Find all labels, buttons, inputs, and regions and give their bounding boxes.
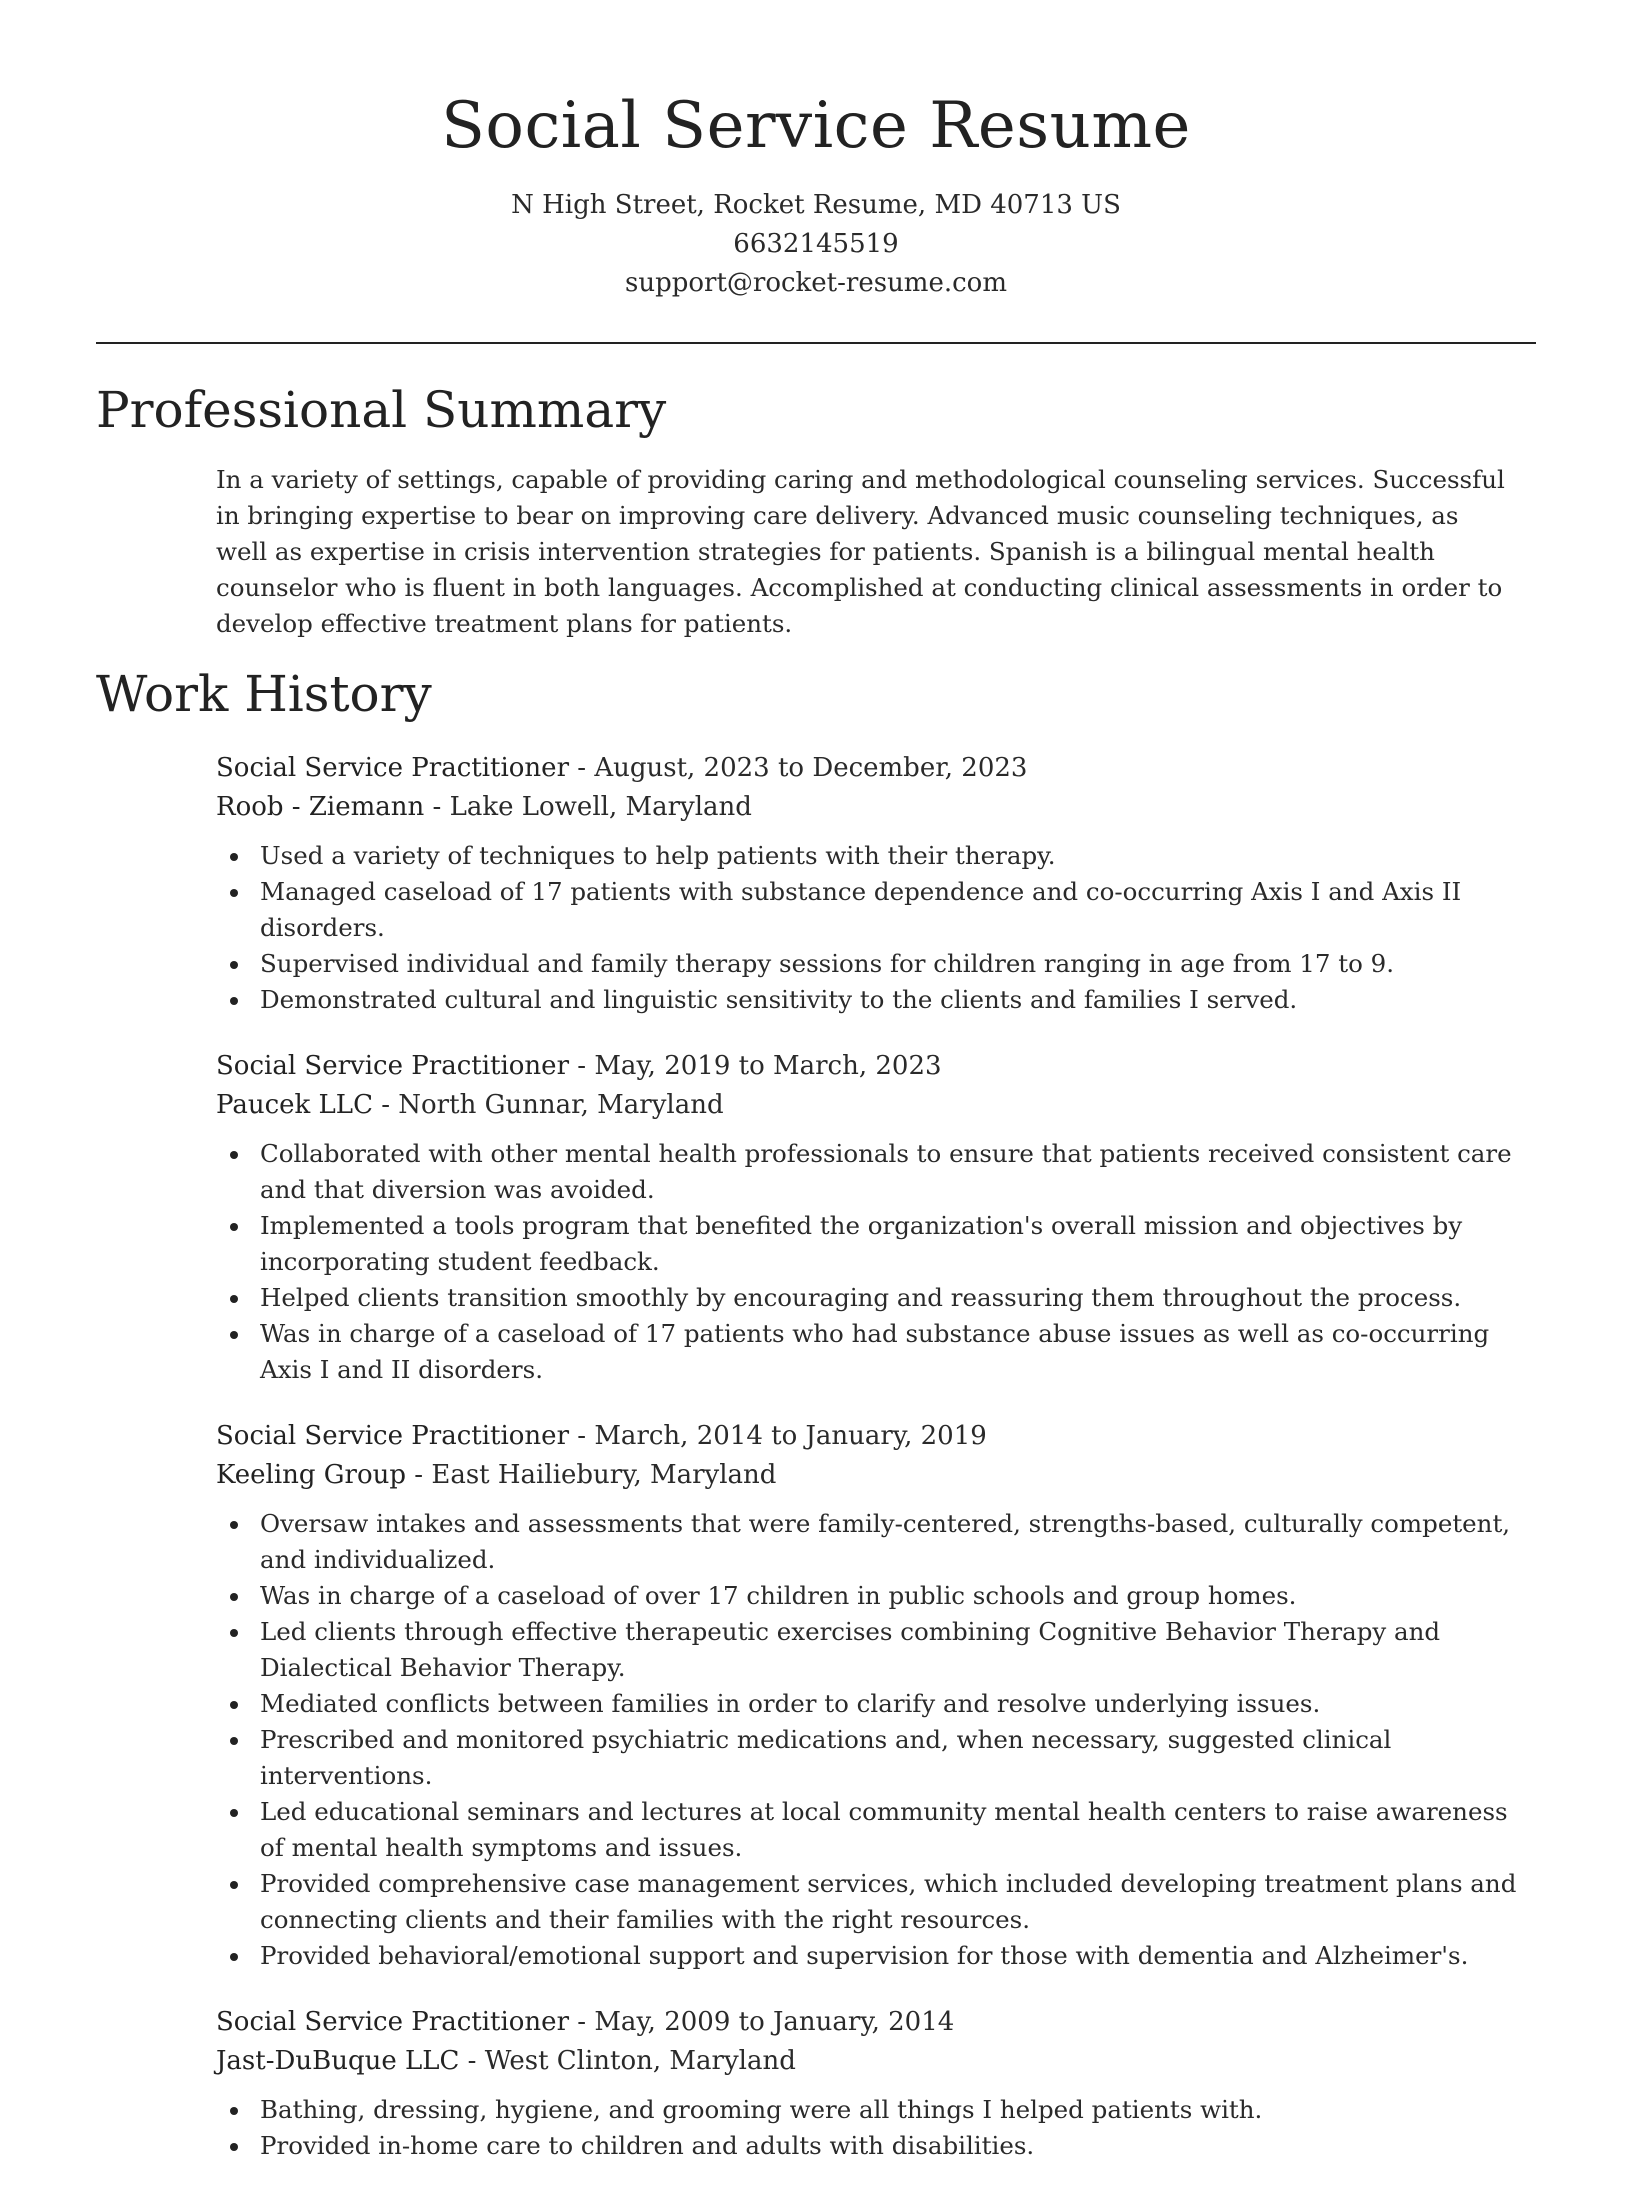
job-bullet: Managed caseload of 17 patients with substance dependence and co-occurring Axis I and Axis II disorders. bbox=[216, 874, 1536, 946]
contact-block bbox=[0, 186, 1632, 303]
job-bullet: Used a variety of techniques to help patients with their therapy. bbox=[216, 838, 1536, 874]
job-location: - North Gunnar, Maryland bbox=[372, 1090, 724, 1120]
summary-text: In a variety of settings, capable of providing caring and methodological counseling services. Successful in bringing expertise to bear on improving care delivery. Advanced music counseling techniques, as well as expertise in crisis intervention strategies for patients. Spanish is a bilingual mental health counselor who is fluent in both languages. Accomplished at conducting clinical assessments in order to develop effective treatment plans for patients. bbox=[216, 465, 1505, 638]
header-divider bbox=[96, 342, 1536, 344]
job-bullet: Bathing, dressing, hygiene, and grooming were all things I helped patients with. bbox=[216, 2092, 1536, 2128]
contact-phone: 6632145519 bbox=[733, 229, 899, 259]
job-title-line bbox=[216, 1416, 1536, 1456]
job-dates: - March, 2014 to January, 2019 bbox=[569, 1421, 987, 1451]
job-bullet: Helped clients transition smoothly by encouraging and reassuring them throughout the process. bbox=[216, 1280, 1536, 1316]
job-location: - Lake Lowell, Maryland bbox=[424, 792, 752, 822]
job-bullet: Provided comprehensive case management services, which included developing treatment plans and connecting clients and their families with the right resources. bbox=[216, 1866, 1536, 1938]
job-entry bbox=[216, 1046, 1536, 1388]
job-dates: - May, 2009 to January, 2014 bbox=[569, 2007, 955, 2037]
job-title: Social Service Practitioner bbox=[216, 1051, 569, 1081]
job-title-line bbox=[216, 2002, 1536, 2042]
resume-header bbox=[0, 82, 1632, 303]
job-bullet: Collaborated with other mental health professionals to ensure that patients received consistent care and that diversion was avoided. bbox=[216, 1136, 1536, 1208]
job-entry bbox=[216, 748, 1536, 1018]
job-company-line bbox=[216, 2042, 1536, 2080]
job-bullet: Demonstrated cultural and linguistic sensitivity to the clients and families I served. bbox=[216, 982, 1536, 1018]
job-title: Social Service Practitioner bbox=[216, 1421, 569, 1451]
resume-name: Social Service Resume bbox=[441, 89, 1191, 163]
job-title-line bbox=[216, 1046, 1536, 1086]
job-location: - East Hailiebury, Maryland bbox=[406, 1460, 777, 1490]
job-company-line bbox=[216, 1086, 1536, 1124]
job-entry bbox=[216, 2002, 1536, 2164]
job-bullet: Was in charge of a caseload of 17 patients who had substance abuse issues as well as co-occurring Axis I and II disorders. bbox=[216, 1316, 1536, 1388]
job-location: - West Clinton, Maryland bbox=[459, 2046, 796, 2076]
work-history-heading: Work History bbox=[96, 665, 432, 723]
job-bullet: Led clients through effective therapeutic exercises combining Cognitive Behavior Therapy and Dialectical Behavior Therapy. bbox=[216, 1614, 1536, 1686]
job-bullet: Mediated conflicts between families in order to clarify and resolve underlying issues. bbox=[216, 1686, 1536, 1722]
job-bullet-list bbox=[216, 2092, 1536, 2164]
contact-address: N High Street, Rocket Resume, MD 40713 US bbox=[511, 190, 1121, 220]
job-title-line bbox=[216, 748, 1536, 788]
job-bullet-list bbox=[216, 1136, 1536, 1388]
job-company: Jast-DuBuque LLC bbox=[216, 2046, 460, 2076]
summary-heading: Professional Summary bbox=[96, 381, 667, 439]
job-bullet-list bbox=[216, 838, 1536, 1018]
job-list bbox=[216, 748, 1536, 2192]
job-bullet-list bbox=[216, 1506, 1536, 1974]
job-company: Keeling Group bbox=[216, 1460, 407, 1490]
job-entry bbox=[216, 1416, 1536, 1974]
contact-email: support@rocket-resume.com bbox=[624, 268, 1007, 298]
job-bullet: Provided behavioral/emotional support and supervision for those with dementia and Alzheimer's. bbox=[216, 1938, 1536, 1974]
job-company: Roob - Ziemann bbox=[216, 792, 425, 822]
job-bullet: Supervised individual and family therapy sessions for children ranging in age from 17 to 9. bbox=[216, 946, 1536, 982]
job-dates: - August, 2023 to December, 2023 bbox=[569, 753, 1028, 783]
job-bullet: Implemented a tools program that benefited the organization's overall mission and objectives by incorporating student feedback. bbox=[216, 1208, 1536, 1280]
job-bullet: Provided in-home care to children and adults with disabilities. bbox=[216, 2128, 1536, 2164]
job-company: Paucek LLC bbox=[216, 1090, 373, 1120]
job-title: Social Service Practitioner bbox=[216, 753, 569, 783]
job-bullet: Led educational seminars and lectures at local community mental health centers to raise awareness of mental health symptoms and issues. bbox=[216, 1794, 1536, 1866]
job-company-line bbox=[216, 1456, 1536, 1494]
job-dates: - May, 2019 to March, 2023 bbox=[569, 1051, 942, 1081]
job-bullet: Was in charge of a caseload of over 17 children in public schools and group homes. bbox=[216, 1578, 1536, 1614]
job-bullet: Oversaw intakes and assessments that were family-centered, strengths-based, culturally competent, and individualized. bbox=[216, 1506, 1536, 1578]
job-title: Social Service Practitioner bbox=[216, 2007, 569, 2037]
job-company-line bbox=[216, 788, 1536, 826]
job-bullet: Prescribed and monitored psychiatric medications and, when necessary, suggested clinical interventions. bbox=[216, 1722, 1536, 1794]
